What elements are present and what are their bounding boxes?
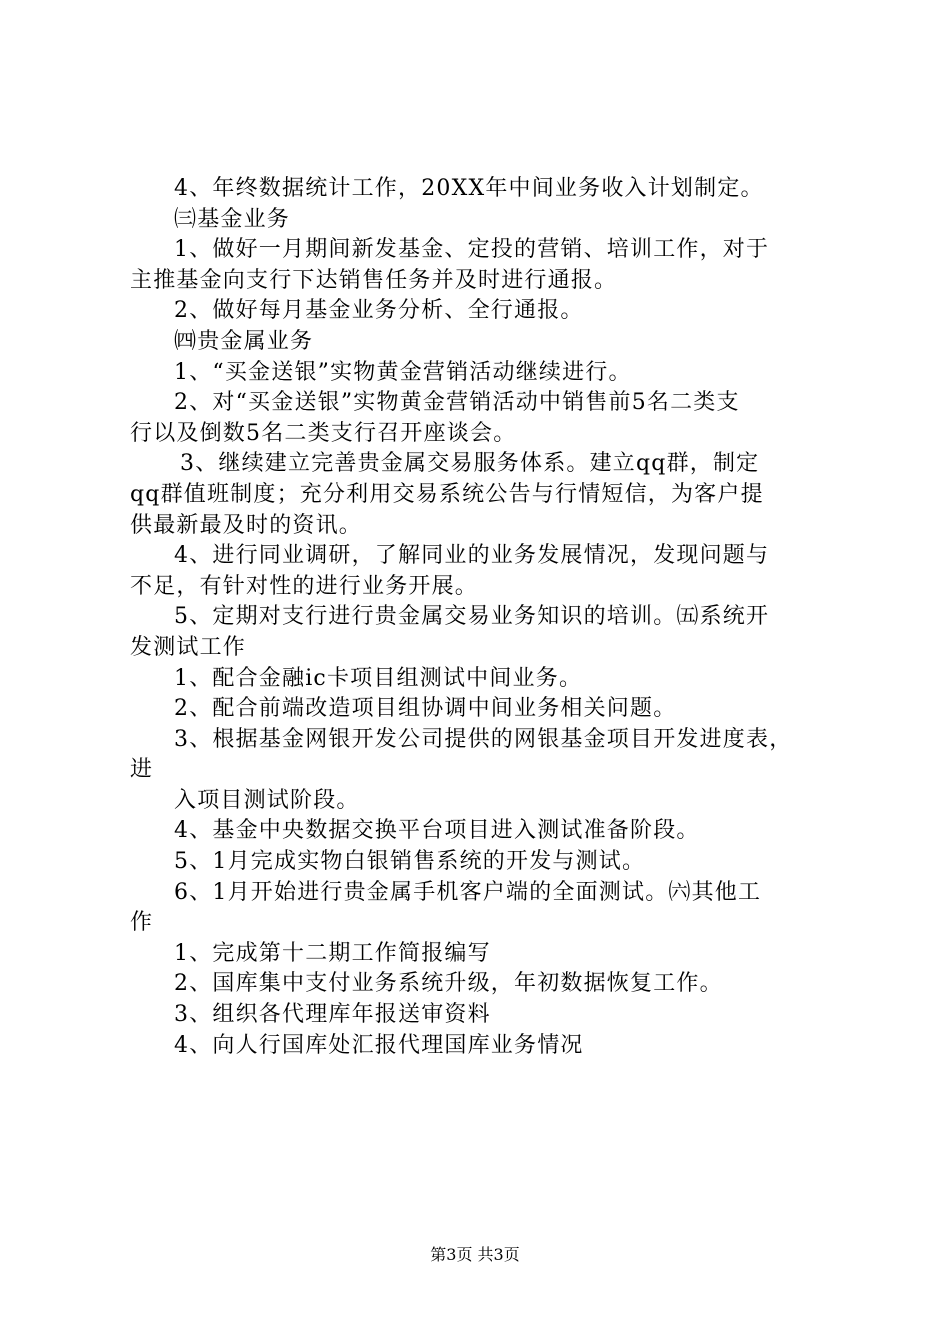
paragraph-line: 供最新最及时的资讯。 — [130, 512, 363, 538]
paragraph-line: 发测试工作 — [130, 634, 247, 660]
paragraph-line: 2、做好每月基金业务分析、全行通报。 — [174, 298, 584, 324]
paragraph-line: 3、根据基金网银开发公司提供的网银基金项目开发进度表， — [174, 726, 793, 752]
paragraph-line: 2、对“买金送银”实物黄金营销活动中销售前5名二类支 — [174, 390, 740, 416]
document-body — [130, 174, 830, 1061]
paragraph-line: 4、基金中央数据交换平台项目进入测试准备阶段。 — [174, 818, 700, 844]
paragraph-line: 4、年终数据统计工作，20XX年中间业务收入计划制定。 — [174, 176, 764, 201]
paragraph-line: 1、做好一月期间新发基金、定投的营销、培训工作，对于 — [174, 237, 770, 263]
section-heading-fund: ㈢基金业务 — [174, 206, 291, 232]
paragraph-line: 3、组织各代理库年报送审资料 — [174, 1002, 491, 1028]
paragraph-line: 不足，有针对性的进行业务开展。 — [130, 573, 479, 599]
paragraph-line: 3、继续建立完善贵金属交易服务体系。建立qq群，制定 — [180, 451, 760, 477]
paragraph-line: 作 — [130, 910, 154, 936]
paragraph-line: 进 — [130, 757, 154, 783]
paragraph-line: 1、完成第十二期工作简报编写 — [174, 940, 491, 966]
paragraph-line: 4、向人行国库处汇报代理国库业务情况 — [174, 1032, 584, 1058]
paragraph-line: 2、国库集中支付业务系统升级，年初数据恢复工作。 — [174, 971, 723, 997]
paragraph-line: 行以及倒数5名二类支行召开座谈会。 — [130, 420, 517, 446]
paragraph-line: qq群值班制度；充分利用交易系统公告与行情短信，为客户提 — [130, 481, 764, 507]
paragraph-line: 2、配合前端改造项目组协调中间业务相关问题。 — [174, 696, 677, 722]
paragraph-line: 4、进行同业调研，了解同业的业务发展情况，发现问题与 — [174, 543, 770, 569]
paragraph-line: 6、1月开始进行贵金属手机客户端的全面测试。㈥其他工 — [174, 879, 762, 905]
paragraph-line: 主推基金向支行下达销售任务并及时进行通报。 — [130, 267, 618, 293]
page-footer: 第3页 共3页 — [430, 1245, 520, 1264]
paragraph-line: 1、“买金送银”实物黄金营销活动继续进行。 — [174, 359, 632, 385]
paragraph-line: 入项目测试阶段。 — [174, 787, 360, 813]
paragraph-line: 1、配合金融ic卡项目组测试中间业务。 — [174, 665, 583, 691]
section-heading-precious-metals: ㈣贵金属业务 — [174, 328, 314, 354]
paragraph-line: 5、定期对支行进行贵金属交易业务知识的培训。㈤系统开 — [174, 604, 770, 630]
paragraph-line: 5、1月完成实物白银销售系统的开发与测试。 — [174, 849, 646, 875]
